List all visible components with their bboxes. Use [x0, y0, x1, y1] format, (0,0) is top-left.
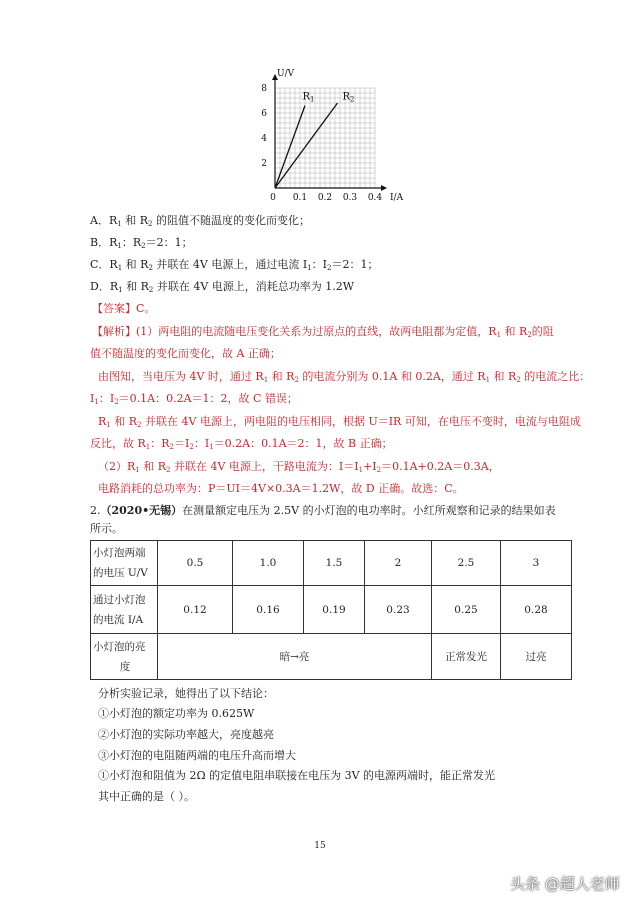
analysis-line-7: $(2)R_1$ 和 $R_2$ 并联在 4V 电源上，干路电流为：$I=I_1+I_2=0.1A+0.2A=0.3A$， [98, 460, 500, 474]
x-axis-label: I/A [390, 193, 404, 203]
question-number: 2. [90, 504, 101, 517]
question-2-line-1: 2.（2020•无锡）在测量额定电压为 2.5V 的小灯泡的电功率时。小红所观察和记录的结果如表 [90, 504, 556, 517]
table-row-current [91, 586, 572, 634]
table-row-voltage [91, 541, 572, 586]
option-d: D．$R_1$ 和 $R_2$ 并联在 4V 电源上，消耗总功率为 1.2W [90, 280, 355, 294]
conclusions-intro: 分析实验记录，她得出了以下结论： [98, 687, 274, 700]
y-tick-label: 4 [261, 134, 267, 144]
analysis-line-3: 由图知，当电压为 4V 时，通过 $R_1$ 和 $R_2$ 的电流分别为 0.1A 和 0.2A，通过 $R_1$ 和 $R_2$ 的电流之比： [98, 370, 591, 384]
series-label-r1: $R_1$ [302, 91, 315, 104]
conclusion-item: ②小灯泡的实际功率越大，亮度越亮 [98, 728, 274, 741]
table-cell: 0.23 [365, 586, 432, 634]
series-label-r2: $R_2$ [342, 91, 355, 104]
table-cell: 2 [365, 541, 432, 586]
series-line-r2 [275, 103, 338, 188]
table-cell: 正常发光 [432, 634, 501, 680]
graph-series [275, 91, 355, 188]
record-table [90, 540, 572, 680]
analysis-line-5: $R_1$ 和 $R_2$ 并联在 4V 电源上，两电阻的电压相同，根据 U＝IR 可知，在电压不变时，电流与电阻成 [98, 415, 581, 429]
answer [92, 301, 155, 317]
voltage-header: 小灯泡两端 的电压 U/V [91, 541, 158, 586]
analysis-line-8: 电路消耗的总功率为：P＝UI＝4V×0.3A＝1.2W，故 D 正确。故选：C。 [98, 482, 464, 495]
y-tick-label: 6 [261, 109, 267, 119]
table-cell: 2.5 [432, 541, 501, 586]
table-cell: 0.25 [432, 586, 501, 634]
page-number: 15 [314, 841, 326, 851]
current-header: 通过小灯泡 的电流 I/A [91, 586, 158, 634]
origin-label: 0 [270, 193, 276, 203]
analysis-line-1: 【解析】(1）两电阻的电流随电压变化关系为过原点的直线，故两电阻都为定值，$R_1$ 和 $R_2$的阻 [92, 325, 554, 339]
table-cell: 0.16 [233, 586, 304, 634]
table-cell: 3 [501, 541, 572, 586]
table-cell: 0.5 [158, 541, 233, 586]
analysis-label: 【解析】 [92, 325, 136, 338]
y-axis-label: U/V [277, 69, 295, 79]
table-cell: 1.5 [304, 541, 365, 586]
x-tick-label: 0.2 [317, 193, 333, 203]
option-c: C．$R_1$ 和 $R_2$ 并联在 4V 电源上，通过电流 $I_1$：$I_2=2$：1； [90, 258, 379, 272]
conclusion-item: ①小灯泡和阻值为 2Ω 的定值电阻串联接在电压为 3V 的电源两端时，能正常发光 [98, 769, 496, 782]
analysis-line-2: 值不随温度的变化而变化，故 A 正确； [90, 347, 281, 360]
x-axis-arrow-icon [381, 185, 387, 191]
answer-text: C。 [136, 302, 156, 315]
table-cell: 1.0 [233, 541, 304, 586]
watermark: 头条 @超人老师 [510, 875, 620, 893]
table-cell: 0.19 [304, 586, 365, 634]
question-source: （2020•无锡） [100, 504, 183, 517]
x-tick-label: 0.3 [342, 193, 358, 203]
table-row-brightness [91, 634, 572, 680]
answer-label: 【答案】 [92, 302, 136, 315]
table-cell: 过亮 [501, 634, 572, 680]
conclusion-item: ①小灯泡的额定功率为 0.625W [98, 707, 255, 720]
x-tick-label: 0.1 [292, 193, 308, 203]
y-tick-label: 2 [261, 159, 267, 169]
table-cell: 0.28 [501, 586, 572, 634]
table-cell: 0.12 [158, 586, 233, 634]
u-i-graph [255, 68, 415, 208]
graph-axes [272, 74, 387, 191]
option-b: B．$R_1$：$R_2=2$：1； [90, 236, 193, 250]
analysis-line-4: $I_1$：$I_2=0.1A$：0.2A＝1：2，故 C 错误； [90, 392, 298, 406]
brightness-header: 小灯泡的亮 度 [91, 634, 158, 680]
analysis-line-6: 反比，故 $R_1$：$R_2=I_2$：$I_1=0.2A$：0.1A＝2：1，故 B 正确； [90, 437, 393, 451]
option-a: A．$R_1$ 和 $R_2$ 的阻值不随温度的变化而变化； [90, 214, 310, 228]
conclusions-question: 其中正确的是（ ）。 [98, 790, 195, 803]
x-tick-label: 0.4 [367, 193, 383, 203]
y-tick-label: 8 [261, 84, 267, 94]
table-cell: 暗→亮 [158, 634, 432, 680]
conclusion-item: ③小灯泡的电阻随两端的电压升高而增大 [98, 749, 296, 762]
graph-grid [275, 88, 375, 188]
question-2-line-2: 所示。 [90, 522, 123, 535]
